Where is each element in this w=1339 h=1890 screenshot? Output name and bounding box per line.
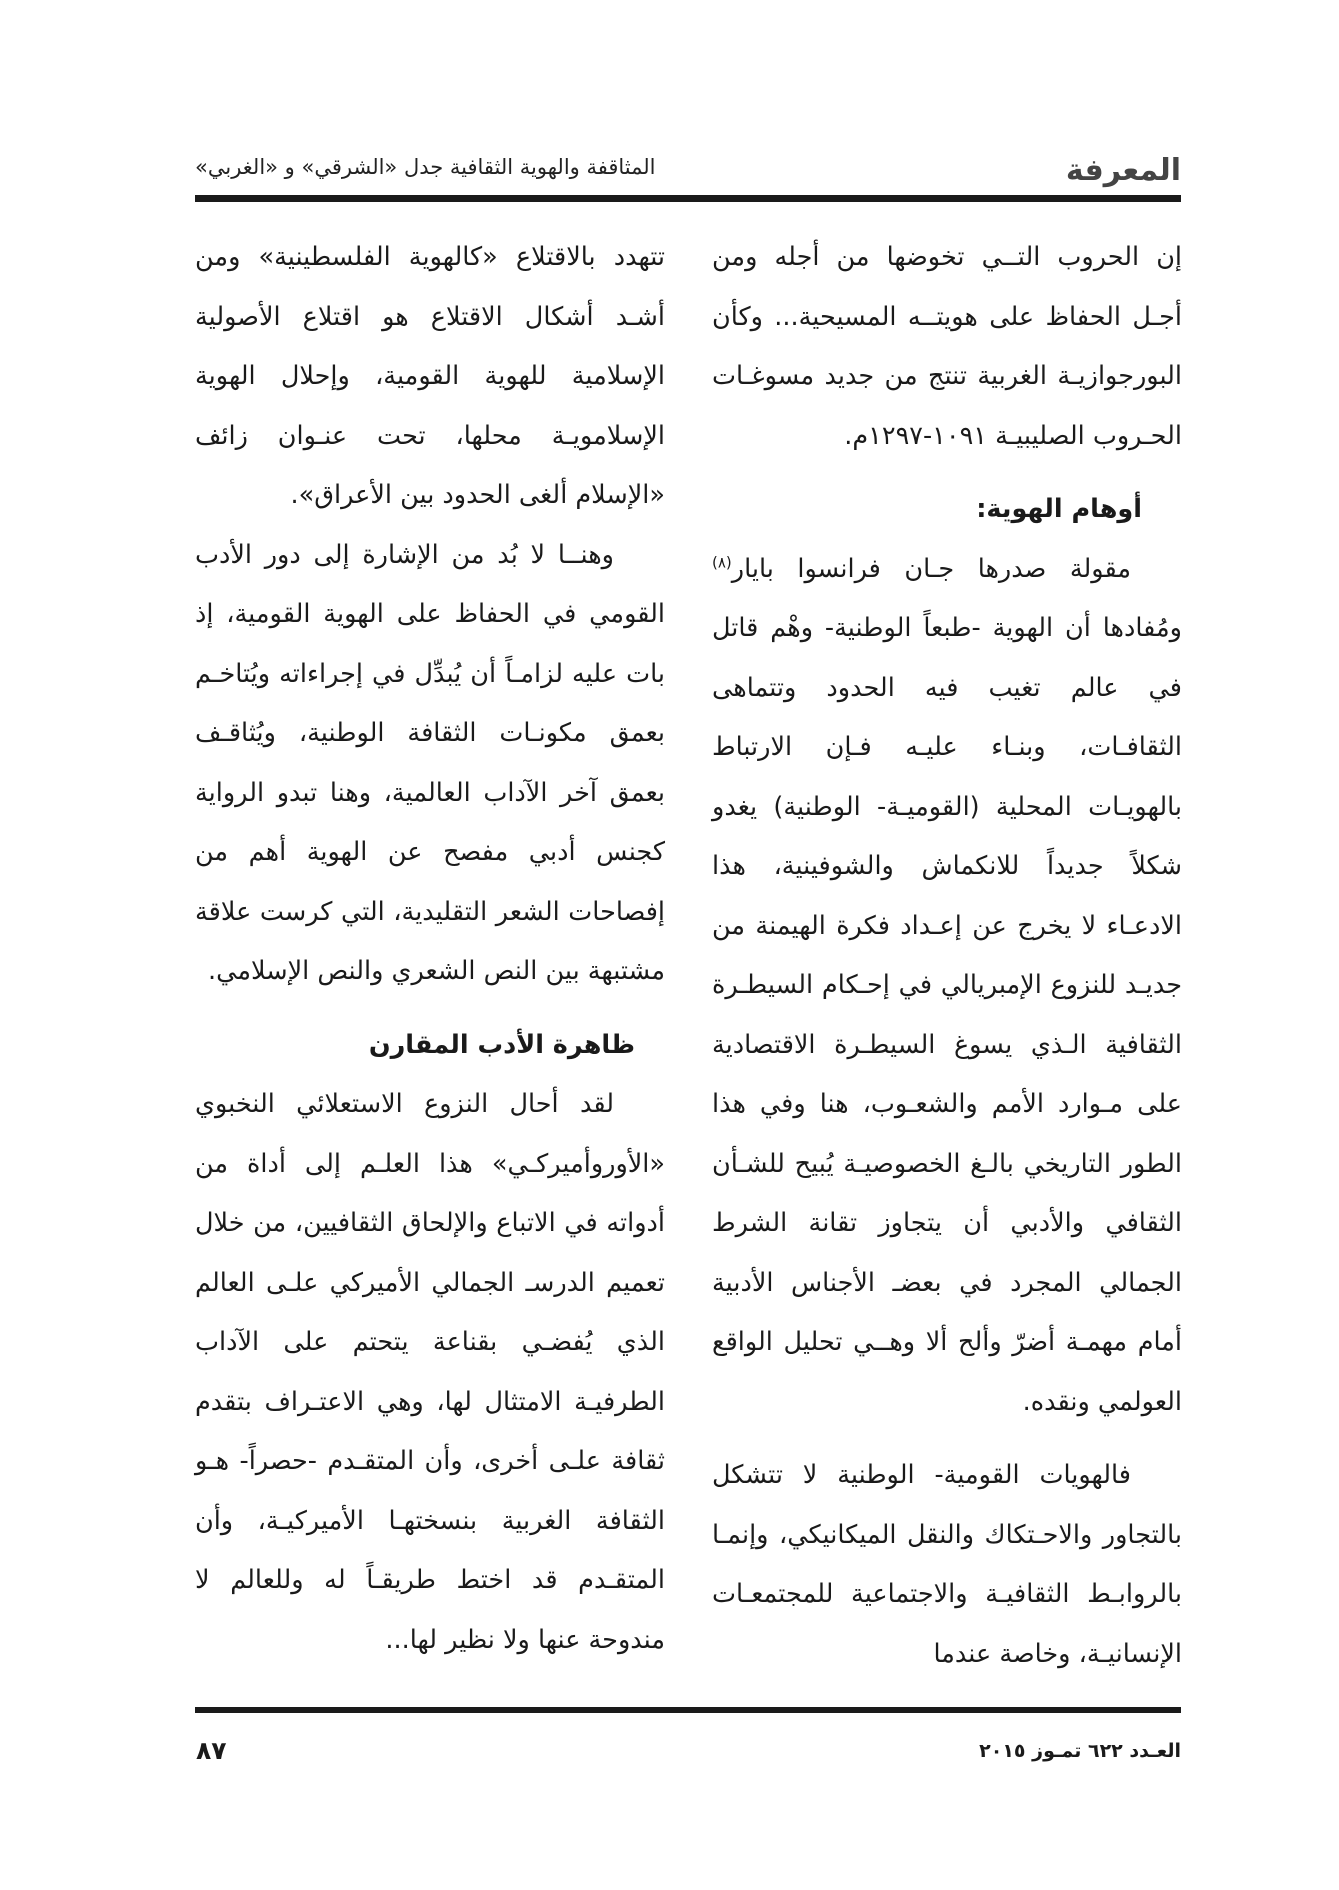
header-rule [195, 195, 1181, 202]
footnote-ref-8: (٨) [712, 553, 732, 571]
right-column [712, 228, 1182, 1684]
paragraph-right-1: إن الحروب التــي تخوضها من أجله ومن أجـل الحفاظ على هويتــه المسيحية... وكأن البورجوازيـة الغربية تنتج من جديد مسوغـات الحـروب الصليبيـة ١٠٩١-١٢٩٧م. [712, 242, 1182, 451]
paragraph-right-3: فالهويات القومية- الوطنية لا تتشكل بالتجاور والاحـتكاك والنقل الميكانيكي، وإنمـا بالروابـط الثقافيـة والاجتماعية للمجتمعـات الإنسانيـة، وخاصة عندما [712, 1460, 1182, 1669]
journal-logo: المعرفة [1065, 153, 1181, 188]
paragraph-right-2 [712, 540, 1182, 1433]
left-column [195, 228, 665, 1670]
paragraph-right-2-start: مقولة صدرها جـان فرانسوا بايار [731, 553, 1131, 584]
issue-info: العـدد ٦٢٢ تمـوز ٢٠١٥ [979, 1740, 1181, 1762]
paragraph-left-1: تتهدد بالاقتلاع «كالهوية الفلسطينية» ومن أشـد أشكال الاقتلاع هو اقتلاع الأصولية الإسلامية للهوية القومية، وإحلال الهوية الإسلامويـة محلها، تحت عنـوان زائف «الإسلام ألغى الحدود بين الأعراق». [195, 242, 665, 510]
paragraph-left-3: لقد أحال النزوع الاستعلائي النخبوي «الأوروأميركـي» هذا العلـم إلى أداة من أدواته في الاتباع والإلحاق الثقافيين، من خلال تعميم الدرسـ الجمالي الأميركي علـى العالم الذي يُفضـي بقناعة يتحتم على الآداب الطرفيـة الامتثال لها، وهي الاعتـراف بتقدم ثقافة علـى أخرى، وأن المتقـدم -حصراً- هـو الثقافة الغربية بنسختهـا الأميركيـة، وأن المتقـدم قد اختط طريقـاً له وللعالم لا مندوحة عنها ولا نظير لها... [195, 1089, 665, 1655]
running-title: المثاقفة والهوية الثقافية جدل «الشرقي» و «الغربي» [195, 155, 656, 179]
page-number: ٨٧ [196, 1736, 227, 1765]
paragraph-right-2-rest: ومُفادها أن الهوية -طبعاً الوطنية- وهْم قاتل في عالم تغيب فيه الحدود وتتماهى الثقافـات، وبنـاء عليـه فـإن الارتباط بالهويـات المحلية (القوميـة- الوطنية) يغدو شكلاً جديداً للانكماش والشوفينية، هذا الادعـاء لا يخرج عن إعـداد فكرة الهيمنة من جديـد للنزوع الإمبريالي في إحـكام السيطـرة الثقافية الـذي يسوغ السيطـرة الاقتصادية على مـوارد الأمم والشعـوب، هنا وفي هذا الطور التاريخي بالـغ الخصوصيـة يُبيح للشـأن الثقافي والأدبي أن يتجاوز تقانة الشرط الجمالي المجرد في بعضـ الأجناس الأدبية أمام مهمـة أضرّ وألح ألا وهــي تحليل الواقع العولمي ونقده. [712, 613, 1182, 1417]
paragraph-left-2: وهنــا لا بُد من الإشارة إلى دور الأدب القومي في الحفاظ على الهوية القومية، إذ بات عليه لزامـاً أن يُبدِّل في إجراءاته ويُتاخـم بعمق مكونـات الثقافة الوطنية، ويُثاقـف بعمق آخر الآداب العالمية، وهنا تبدو الرواية كجنس أدبي مفصح عن الهوية أهم من إفصاحات الشعر التقليدية، التي كرست علاقة مشتبهة بين النص الشعري والنص الإسلامي. [195, 539, 665, 986]
section-heading-comparative-literature: ظاهرة الأدب المقارن [368, 1029, 635, 1060]
footer-rule [195, 1707, 1181, 1713]
page-header [195, 145, 1181, 201]
section-heading-identity-illusions: أوهام الهوية: [976, 494, 1142, 524]
